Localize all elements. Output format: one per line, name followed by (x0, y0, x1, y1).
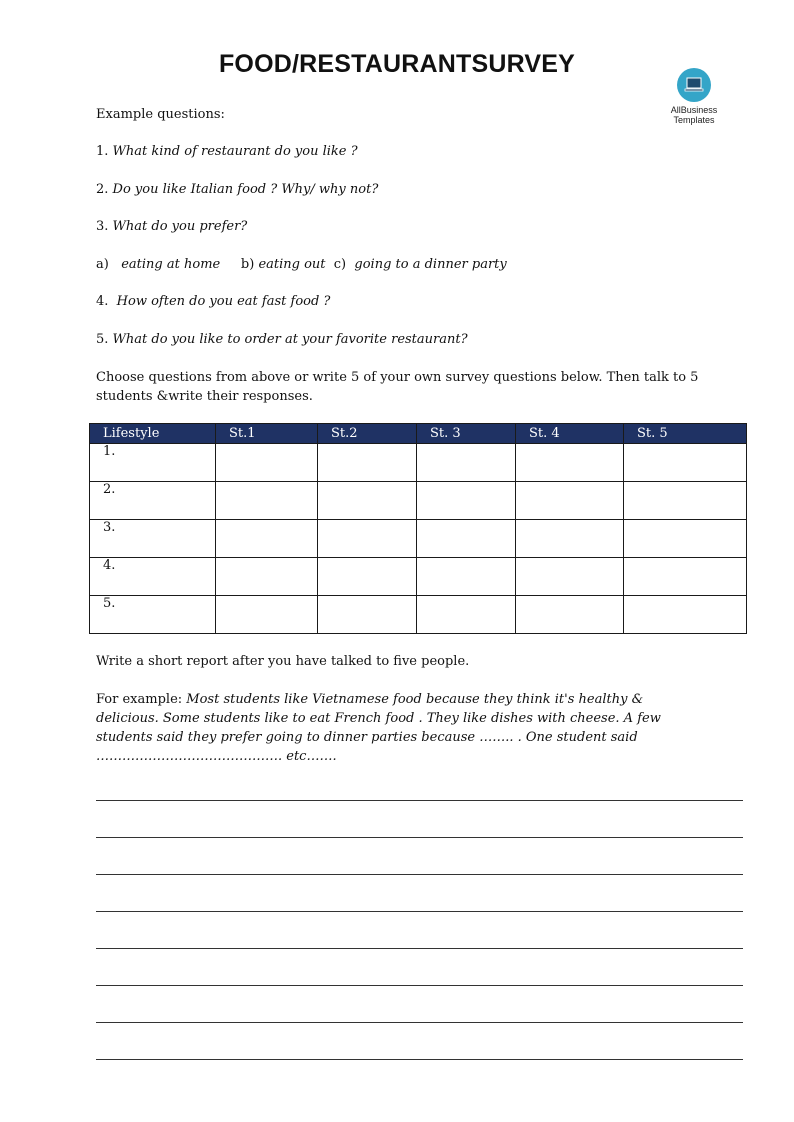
table-header-row (90, 424, 747, 444)
question-number: 1. (96, 144, 109, 159)
row-number: 1. (90, 444, 216, 482)
question-1 (96, 143, 358, 161)
response-cell[interactable] (216, 444, 318, 482)
response-cell[interactable] (318, 444, 417, 482)
option-b-label: b) (240, 257, 255, 272)
option-b-text: eating out (258, 257, 326, 272)
option-c-label: c) (333, 257, 347, 272)
table-row (90, 444, 747, 482)
table-row (90, 596, 747, 634)
logo-badge (677, 68, 711, 102)
response-cell[interactable] (516, 444, 624, 482)
response-cell[interactable] (417, 520, 516, 558)
question-text: How often do you eat fast food ? (116, 294, 331, 309)
laptop-icon (684, 76, 704, 94)
header-st5: St. 5 (624, 424, 747, 444)
question-text: Do you like Italian food ? Why/ why not? (112, 182, 379, 197)
writing-line[interactable] (96, 1022, 743, 1023)
example-text: Most students like Vietnamese food because they think it's healthy & delicious. Some students like to eat French food . They like dishes with cheese. A few students said they prefer going to dinner parties because …….. . One student said ……………………………………. etc……. (96, 692, 661, 764)
writing-line[interactable] (96, 874, 743, 875)
response-cell[interactable] (318, 558, 417, 596)
brand-logo (664, 68, 724, 125)
response-cell[interactable] (516, 558, 624, 596)
response-cell[interactable] (516, 482, 624, 520)
logo-text-2: Templates (673, 115, 715, 125)
question-number: 5. (96, 332, 109, 347)
page-title: FOOD/RESTAURANTSURVEY (218, 50, 576, 78)
response-cell[interactable] (318, 520, 417, 558)
header-lifestyle: Lifestyle (90, 424, 216, 444)
header-st2: St.2 (318, 424, 417, 444)
writing-line[interactable] (96, 800, 743, 801)
example-label: For example: (96, 692, 187, 707)
option-c-text: going to a dinner party (354, 257, 507, 272)
table-row (90, 482, 747, 520)
response-cell[interactable] (516, 596, 624, 634)
response-cell[interactable] (318, 482, 417, 520)
response-cell[interactable] (216, 596, 318, 634)
response-cell[interactable] (516, 520, 624, 558)
response-cell[interactable] (417, 558, 516, 596)
question-number: 2. (96, 182, 109, 197)
response-cell[interactable] (624, 558, 747, 596)
row-number: 3. (90, 520, 216, 558)
writing-line[interactable] (96, 948, 743, 949)
response-cell[interactable] (417, 596, 516, 634)
response-cell[interactable] (417, 482, 516, 520)
header-st1: St.1 (216, 424, 318, 444)
intro-text: Example questions: (96, 107, 225, 122)
answer-options (96, 256, 507, 274)
response-cell[interactable] (417, 444, 516, 482)
instructions-text: Choose questions from above or write 5 of your own survey questions below. Then talk to 5 students &write their responses. (96, 370, 699, 404)
response-cell[interactable] (318, 596, 417, 634)
question-number: 3. (96, 219, 109, 234)
question-3 (96, 218, 247, 236)
question-number: 4. (96, 294, 109, 309)
response-cell[interactable] (624, 596, 747, 634)
writing-line[interactable] (96, 837, 743, 838)
survey-table (89, 423, 747, 634)
header-st4: St. 4 (516, 424, 624, 444)
writing-line[interactable] (96, 911, 743, 912)
row-number: 5. (90, 596, 216, 634)
row-number: 4. (90, 558, 216, 596)
example-paragraph (96, 690, 696, 766)
table-row (90, 520, 747, 558)
header-st3: St. 3 (417, 424, 516, 444)
question-text: What do you like to order at your favorite restaurant? (112, 332, 468, 347)
response-cell[interactable] (624, 520, 747, 558)
question-5 (96, 331, 468, 349)
question-text: What kind of restaurant do you like ? (112, 144, 358, 159)
question-4 (96, 293, 330, 311)
option-a-label: a) (96, 257, 109, 272)
table-row (90, 558, 747, 596)
question-2 (96, 181, 378, 199)
writing-line[interactable] (96, 985, 743, 986)
response-cell[interactable] (216, 482, 318, 520)
report-prompt: Write a short report after you have talked to five people. (96, 654, 470, 669)
logo-text-1: AllBusiness (670, 105, 718, 115)
option-a-text: eating at home (121, 257, 221, 272)
response-cell[interactable] (216, 520, 318, 558)
response-cell[interactable] (624, 482, 747, 520)
response-cell[interactable] (624, 444, 747, 482)
writing-line[interactable] (96, 1059, 743, 1060)
question-text: What do you prefer? (112, 219, 248, 234)
row-number: 2. (90, 482, 216, 520)
response-cell[interactable] (216, 558, 318, 596)
